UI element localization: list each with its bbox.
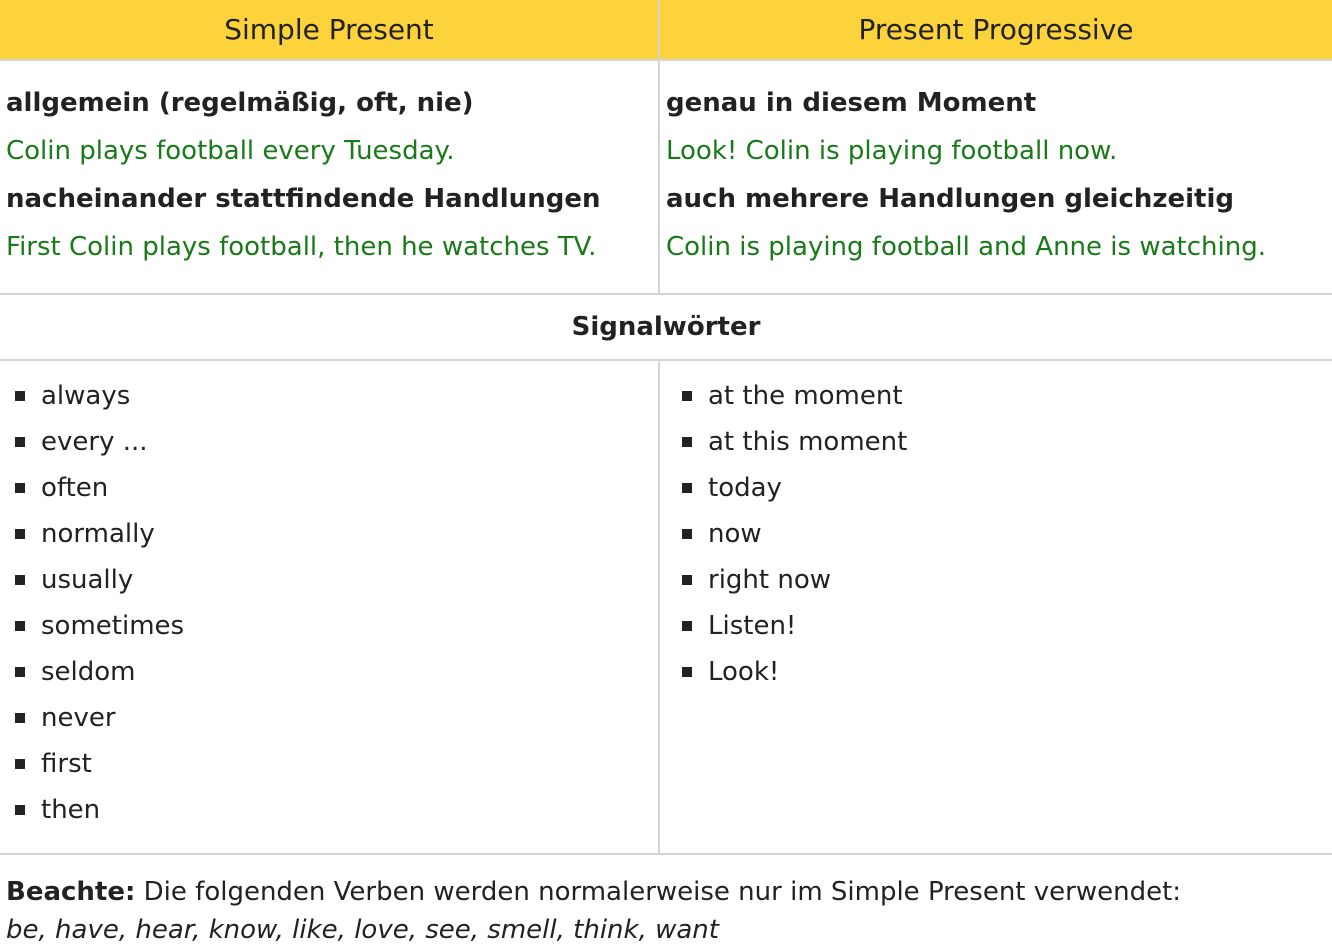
square-bullet-icon — [682, 437, 692, 447]
header-row — [0, 0, 1332, 60]
list-item — [15, 787, 658, 833]
signal-word: never — [41, 703, 116, 733]
list-item — [682, 603, 1332, 649]
signal-word: always — [41, 381, 131, 411]
square-bullet-icon — [15, 437, 25, 447]
square-bullet-icon — [15, 621, 25, 631]
note-line — [6, 873, 1332, 911]
signal-word: Listen! — [708, 611, 797, 641]
usage-row — [0, 60, 1332, 294]
list-item — [15, 373, 658, 419]
list-item — [682, 373, 1332, 419]
square-bullet-icon — [15, 667, 25, 677]
square-bullet-icon — [15, 529, 25, 539]
list-item — [15, 465, 658, 511]
list-item — [15, 511, 658, 557]
usage-rule: allgemein (regelmäßig, oft, nie) — [6, 88, 474, 118]
signal-words-simple-present — [0, 360, 659, 854]
square-bullet-icon — [682, 621, 692, 631]
signal-list-simple-present — [15, 373, 658, 833]
signal-word: normally — [41, 519, 155, 549]
square-bullet-icon — [682, 483, 692, 493]
usage-rule: auch mehrere Handlungen gleichzeitig — [666, 184, 1235, 214]
signal-word: right now — [708, 565, 832, 595]
usage-example: Colin plays football every Tuesday. — [6, 136, 455, 166]
list-item — [15, 603, 658, 649]
signal-word: every ... — [41, 427, 148, 457]
signal-word: at this moment — [708, 427, 908, 457]
signal-words-heading: Signalwörter — [0, 294, 1332, 360]
square-bullet-icon — [15, 759, 25, 769]
square-bullet-icon — [15, 483, 25, 493]
square-bullet-icon — [682, 529, 692, 539]
square-bullet-icon — [682, 667, 692, 677]
list-item — [15, 649, 658, 695]
list-item — [682, 465, 1332, 511]
signal-word: now — [708, 519, 762, 549]
square-bullet-icon — [15, 391, 25, 401]
signal-word: often — [41, 473, 109, 503]
usage-rule: nacheinander stattfindende Handlungen — [6, 184, 601, 214]
signal-word: Look! — [708, 657, 780, 687]
signal-heading-row — [0, 294, 1332, 360]
list-item — [682, 511, 1332, 557]
square-bullet-icon — [682, 575, 692, 585]
usage-cell-present-progressive — [659, 60, 1332, 294]
note-text: Die folgenden Verben werden normalerweise nur im Simple Present verwendet: — [143, 877, 1182, 907]
usage-cell-simple-present — [0, 60, 659, 294]
usage-rule: genau in diesem Moment — [666, 88, 1037, 118]
signal-word: sometimes — [41, 611, 185, 641]
header-simple-present: Simple Present — [0, 0, 659, 60]
list-item — [682, 557, 1332, 603]
list-item — [682, 419, 1332, 465]
list-item — [15, 741, 658, 787]
signal-word: today — [708, 473, 782, 503]
square-bullet-icon — [15, 805, 25, 815]
list-item — [682, 649, 1332, 695]
note-section — [0, 855, 1332, 949]
signal-word: then — [41, 795, 101, 825]
list-item — [15, 419, 658, 465]
signal-word: usually — [41, 565, 134, 595]
square-bullet-icon — [15, 713, 25, 723]
usage-example: First Colin plays football, then he watches TV. — [6, 232, 597, 262]
signal-word: seldom — [41, 657, 136, 687]
list-item — [15, 557, 658, 603]
signal-word: at the moment — [708, 381, 903, 411]
list-item — [15, 695, 658, 741]
square-bullet-icon — [15, 575, 25, 585]
signal-word: first — [41, 749, 92, 779]
signal-words-row — [0, 360, 1332, 854]
stative-verbs-list: be, have, hear, know, like, love, see, smell, think, want — [6, 915, 719, 945]
signal-words-present-progressive — [659, 360, 1332, 854]
signal-list-present-progressive — [682, 373, 1332, 695]
square-bullet-icon — [682, 391, 692, 401]
note-label: Beachte: — [6, 877, 136, 907]
header-present-progressive: Present Progressive — [659, 0, 1332, 60]
usage-example: Look! Colin is playing football now. — [666, 136, 1118, 166]
usage-example: Colin is playing football and Anne is watching. — [666, 232, 1266, 262]
